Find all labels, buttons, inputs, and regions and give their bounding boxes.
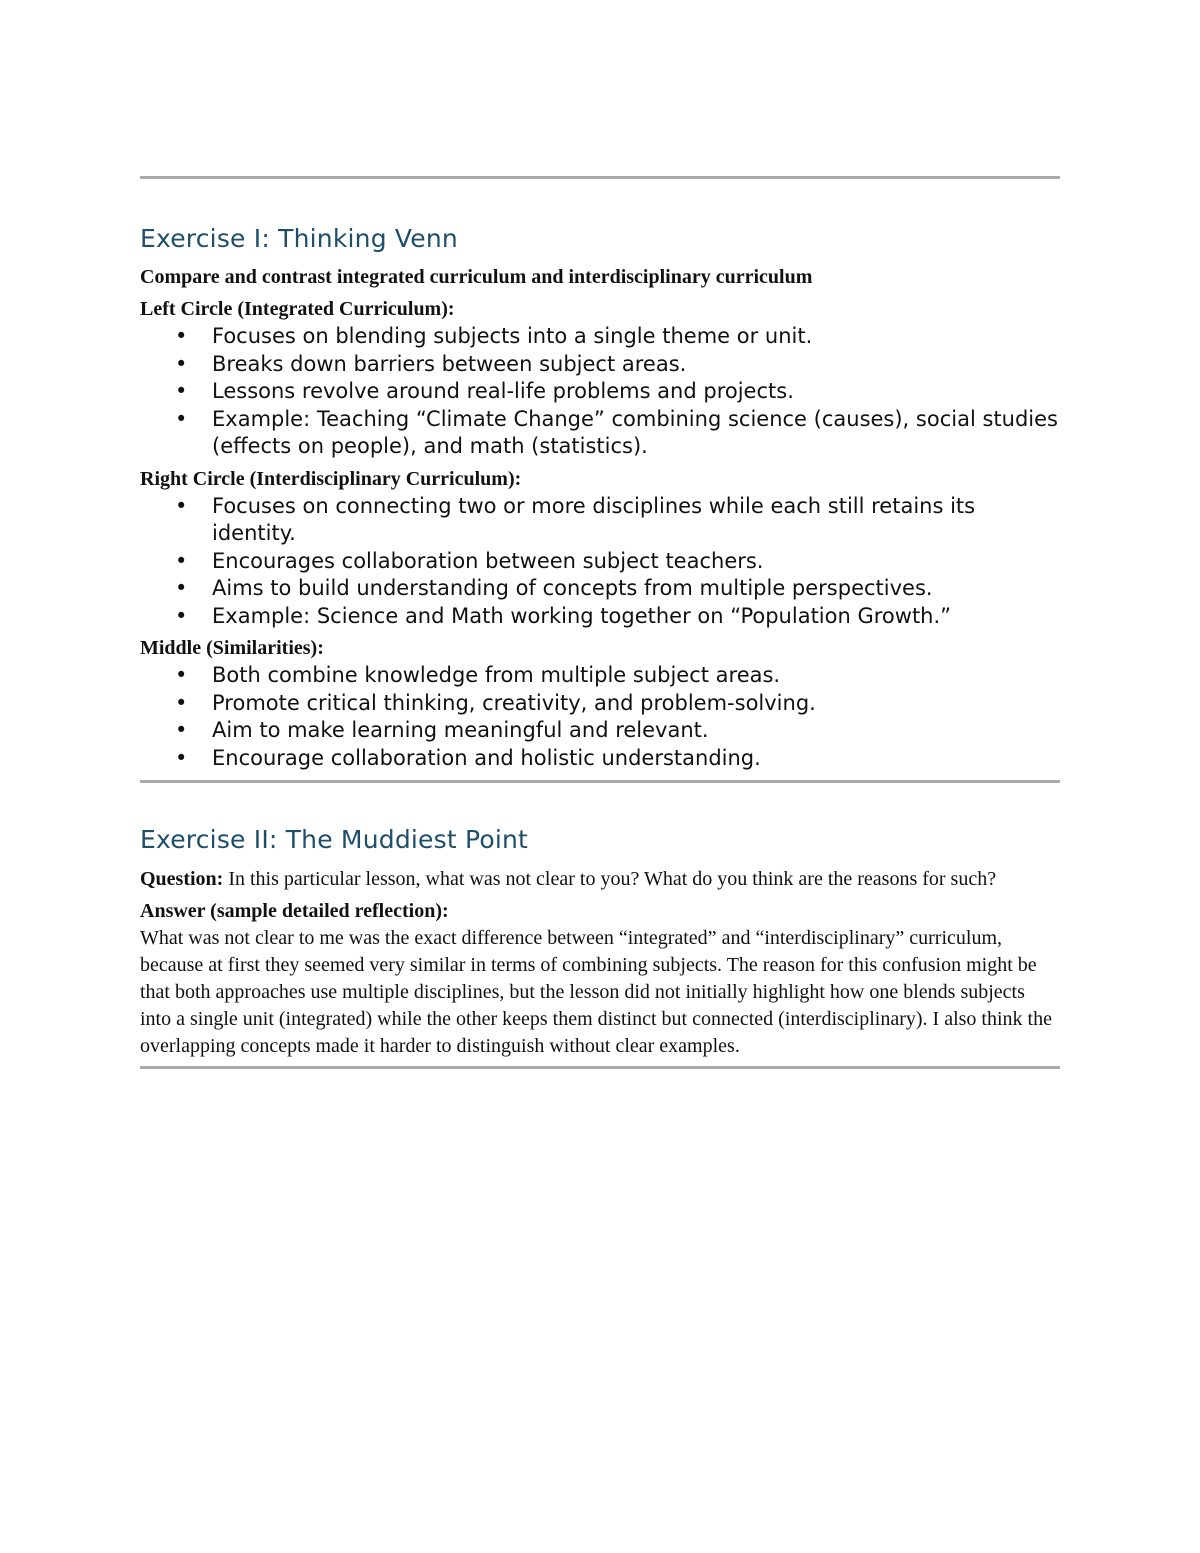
right-circle-label: Right Circle (Interdisciplinary Curriculum):: [140, 467, 522, 490]
right-circle-list: [140, 493, 1060, 631]
exercise-2-heading: Exercise II: The Muddiest Point: [140, 825, 529, 854]
bullet-icon: •: [175, 603, 188, 628]
question-label: Question:: [140, 868, 224, 890]
exercise-1-intro: Compare and contrast integrated curriculum and interdisciplinary curriculum: [140, 266, 813, 288]
middle-divider: [140, 780, 1060, 783]
exercise-1-heading: Exercise I: Thinking Venn: [140, 224, 458, 253]
bullet-icon: •: [175, 406, 188, 431]
bullet-icon: •: [175, 351, 188, 376]
list-item: • Focuses on connecting two or more disciplines while each still retains its identity.: [175, 493, 976, 545]
list-item: • Encourages collaboration between subject teachers.: [140, 548, 1060, 576]
question-text: In this particular lesson, what was not clear to you? What do you think are the reasons for such?: [223, 868, 997, 890]
list-item: • Example: Teaching “Climate Change” combining science (causes), social studies (effects on people), and math (statistics).: [175, 406, 1058, 458]
document-page: [140, 176, 1060, 1069]
bullet-icon: •: [175, 663, 188, 687]
bullet-icon: •: [175, 718, 188, 742]
list-item: • Focuses on blending subjects into a single theme or unit.: [140, 323, 1060, 351]
middle-similarities-label: Middle (Similarities):: [140, 637, 324, 659]
list-item: • Aim to make learning meaningful and relevant.: [140, 717, 1060, 745]
left-circle-list: [140, 323, 1060, 461]
bullet-icon: •: [175, 493, 188, 518]
bullet-icon: •: [175, 745, 188, 770]
answer-label: Answer (sample detailed reflection):: [140, 900, 449, 922]
bullet-icon: •: [175, 690, 188, 715]
top-divider: [140, 176, 1060, 179]
bottom-divider: [140, 1066, 1060, 1069]
list-item: • Aims to build understanding of concepts from multiple perspectives.: [140, 575, 1060, 603]
left-circle-label: Left Circle (Integrated Curriculum):: [140, 298, 455, 320]
bullet-icon: •: [175, 324, 188, 348]
list-item: • Both combine knowledge from multiple subject areas.: [140, 662, 1060, 690]
list-item: • Breaks down barriers between subject areas.: [140, 351, 1060, 379]
bullet-icon: •: [175, 576, 188, 600]
bullet-icon: •: [175, 379, 188, 403]
list-item: • Lessons revolve around real-life problems and projects.: [140, 378, 1060, 406]
answer-text: What was not clear to me was the exact difference between “integrated” and “interdisciplinary” curriculum, because at first they seemed very similar in terms of combining subjects. The reason for this confusion might be that both approaches use multiple disciplines, but the lesson did not initially highlight how one blends subjects into a single unit (integrated) while the other keeps them distinct but connected (interdisciplinary). I also think the overlapping concepts made it harder to distinguish without clear examples.: [140, 927, 1052, 1057]
list-item: • Example: Science and Math working together on “Population Growth.”: [140, 603, 1060, 631]
list-item: • Promote critical thinking, creativity, and problem-solving.: [140, 690, 1060, 718]
bullet-icon: •: [175, 548, 188, 573]
question-paragraph: [140, 866, 1060, 893]
middle-similarities-list: [140, 662, 1060, 772]
list-item: • Encourage collaboration and holistic understanding.: [140, 745, 1060, 773]
